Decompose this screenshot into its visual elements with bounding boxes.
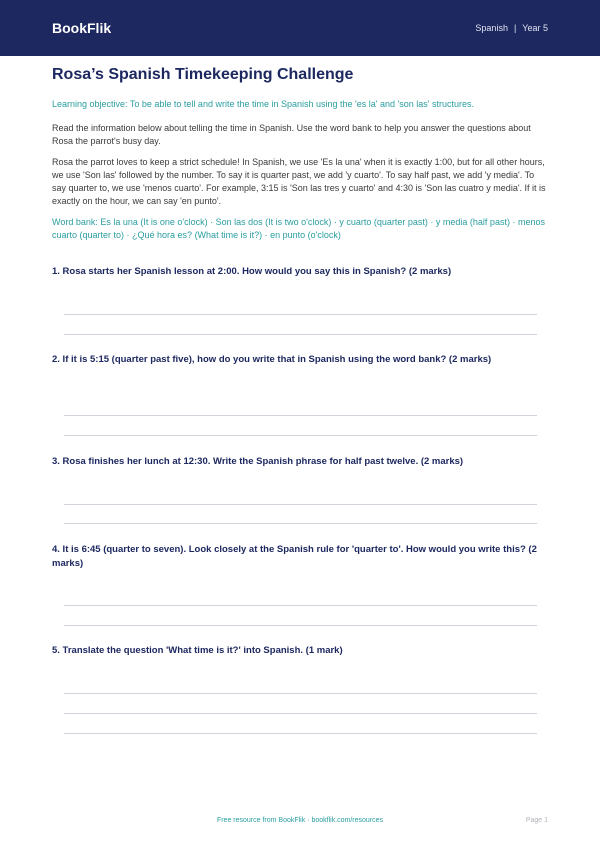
answer-line[interactable]: [64, 693, 537, 694]
worksheet-intro: [52, 66, 548, 242]
subject-year-label: [475, 23, 548, 33]
answer-line[interactable]: [64, 733, 537, 734]
answer-line[interactable]: [64, 625, 537, 626]
subject-label: Spanish: [475, 23, 508, 33]
question-4: 4. It is 6:45 (quarter to seven). Look closely at the Spanish rule for 'quarter to'. How would you write this? (2 marks): [52, 543, 548, 571]
footer-source: Free resource from BookFlik · bookflik.com/resources: [216, 817, 384, 824]
answer-line[interactable]: [64, 435, 537, 436]
question-5: 5. Translate the question 'What time is it?' into Spanish. (1 mark): [52, 644, 548, 658]
answer-line[interactable]: [64, 605, 537, 606]
question-2: 2. If it is 5:15 (quarter past five), how do you write that in Spanish using the word bank? (2 marks): [52, 353, 548, 367]
page-header: [0, 0, 600, 56]
word-bank: Word bank: Es la una (It is one o'clock) · Son las dos (It is two o'clock) · y cuarto (quarter past) · y media (half past) · menos cuarto (quarter to) · ¿Qué hora es? (What time is it?) · en punto (o'clock): [52, 217, 545, 240]
question-3: 3. Rosa finishes her lunch at 12:30. Write the Spanish phrase for half past twelve. (2 marks): [52, 455, 548, 469]
worksheet-title: Rosa’s Spanish Timekeeping Challenge: [52, 66, 354, 83]
answer-line[interactable]: [64, 334, 537, 335]
intro-paragraph: Read the information below about telling the time in Spanish. Use the word bank to help you answer the questions about Rosa the parrot's busy day.: [52, 123, 531, 146]
answer-line[interactable]: [64, 523, 537, 524]
meta-separator: |: [513, 23, 517, 33]
brand-logo: BookFlik: [52, 20, 112, 36]
learning-objective: Learning objective: To be able to tell and write the time in Spanish using the 'es la' and 'son las' structures.: [52, 99, 474, 109]
answer-line[interactable]: [64, 314, 537, 315]
answer-line[interactable]: [64, 713, 537, 714]
story-paragraph: Rosa the parrot loves to keep a strict schedule! In Spanish, we use 'Es la una' when it is exactly 1:00, but for all other hours, we use 'Son las' followed by the number. To say it is quarter past, we add 'y cuarto'. To say half past, we add 'y media'. To say quarter to, we use 'menos cuarto'. For example, 3:15 is 'Son las tres y cuarto' and 4:30 is 'Son las cuatro y media'. If it is exactly on the hour, we can say 'en punto'.: [52, 157, 546, 206]
answer-line[interactable]: [64, 504, 537, 505]
answer-line[interactable]: [64, 415, 537, 416]
year-label: Year 5: [522, 23, 548, 33]
question-1: 1. Rosa starts her Spanish lesson at 2:00. How would you say this in Spanish? (2 marks): [52, 266, 452, 277]
page-number: Page 1: [525, 817, 548, 824]
